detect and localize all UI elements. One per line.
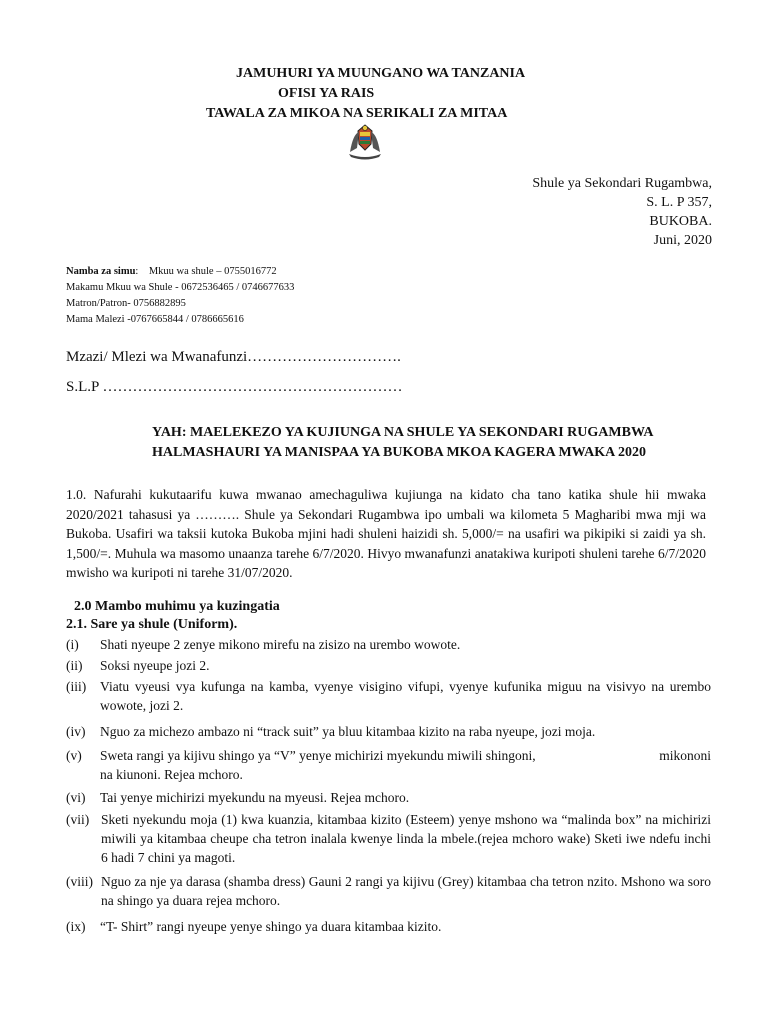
item-text-part-b: mikononi (659, 748, 711, 763)
item-number: (v) (66, 748, 82, 763)
list-item (66, 722, 711, 741)
subject-heading (152, 423, 654, 463)
list-item (66, 677, 711, 715)
list-item (66, 788, 711, 807)
item-text: Tai yenye michirizi myekundu na myeusi. Rejea mchoro. (100, 790, 410, 805)
contact-matron: Matron/Patron- 0756882895 (66, 298, 186, 309)
contact-numbers: Namba za simu: Mkuu wa shule – 0755016772 Makamu Mkuu wa Shule - 0672536465 / 0746677633 Matron/Patron- 0756882895 Mama Malezi -0767665844 / 0786665616 (66, 264, 294, 328)
list-item (66, 656, 711, 675)
item-text: Sketi nyekundu moja (1) kwa kuanzia, kitambaa kizito (Esteem) yenye mshono wa “malinda box” na michirizi miwili ya kitambaa cheupe cha tetron inalala kwenye linda la mbele.(rejea mchoro wake) Sketi iwe ndefu inchi 6 hadi 7 chini ya magoti. (101, 812, 711, 865)
subject-line-2: HALMASHAURI YA MANISPAA YA BUKOBA MKOA KAGERA MWAKA 2020 (152, 445, 646, 460)
item-number: (iv) (66, 724, 86, 739)
subject-line-1: YAH: MAELEKEZO YA KUJIUNGA NA SHULE YA SEKONDARI RUGAMBWA (152, 425, 654, 440)
address-town: BUKOBA. (649, 214, 712, 229)
coat-of-arms-icon (345, 122, 385, 160)
address-school: Shule ya Sekondari Rugambwa, (532, 176, 712, 191)
item-text: “T- Shirt” rangi nyeupe yenye shingo ya duara kitambaa kizito. (100, 919, 442, 934)
item-number: (vi) (66, 790, 86, 805)
address-date: Juni, 2020 (653, 233, 712, 248)
contact-head: Mkuu wa shule – 0755016772 (148, 266, 277, 277)
list-item (66, 810, 711, 867)
item-text: Nguo za nje ya darasa (shamba dress) Gauni 2 rangi ya kijivu (Grey) kitambaa cha tetron nzito. Mshono wa soro na shingo ya duara rejea mchoro. (101, 874, 711, 908)
item-number: (iii) (66, 679, 87, 694)
item-number: (i) (66, 637, 79, 652)
item-text: Nguo za michezo ambazo ni “track suit” ya bluu kitambaa kizito na raba nyeupe, jozi moja. (100, 724, 596, 739)
header-line-1: JAMUHURI YA MUUNGANO WA TANZANIA (236, 66, 526, 81)
section-heading-2-1: 2.1. Sare ya shule (Uniform). (66, 617, 238, 632)
item-number: (ix) (66, 919, 86, 934)
item-number: (viii) (66, 874, 93, 889)
item-text: Soksi nyeupe jozi 2. (100, 658, 210, 673)
list-item (66, 872, 711, 910)
list-item (66, 635, 711, 654)
item-number: (ii) (66, 658, 83, 673)
item-text: Viatu vyeusi vya kufunga na kamba, vyenye visigino vifupi, vyenye kufunika miguu na visivyo na urembo wowote, jozi 2. (100, 679, 711, 713)
list-item (66, 917, 711, 936)
recipient-address-line: S.L.P …………………………………………………… (66, 379, 403, 395)
item-text-part-a: Sweta rangi ya kijivu shingo ya “V” yenye michirizi myekundu miwili shingoni, (100, 748, 536, 763)
contact-deputy: Makamu Mkuu wa Shule - 0672536465 / 0746677633 (66, 282, 295, 293)
item-number: (vii) (66, 812, 90, 827)
header-line-3: TAWALA ZA MIKOA NA SERIKALI ZA MITAA (206, 106, 508, 121)
list-item (66, 746, 711, 784)
item-text-part-c: na kiunoni. Rejea mchoro. (100, 767, 243, 782)
item-text: Shati nyeupe 2 zenye mikono mirefu na zisizo na urembo wowote. (100, 637, 461, 652)
contacts-label: Namba za simu (66, 266, 136, 277)
address-box: S. L. P 357, (646, 195, 712, 210)
contact-mama: Mama Malezi -0767665844 / 0786665616 (66, 314, 244, 325)
header-line-2: OFISI YA RAIS (278, 86, 375, 101)
section-heading-2: 2.0 Mambo muhimu ya kuzingatia (74, 599, 280, 614)
school-address (532, 174, 712, 250)
intro-paragraph: 1.0. Nafurahi kukutaarifu kuwa mwanao amechaguliwa kujiunga na kidato cha tano katika shule hii mwaka 2020/2021 tahasusi ya ………. Shule ya Sekondari Rugambwa ipo umbali wa kilometa 5 Magharibi mwa mji wa Bukoba. Usafiri wa taksii kutoka Bukoba mjini hadi shuleni haizidi sh. 5,000/= na usafiri wa pikipiki si zaidi ya sh. 1,500/=. Muhula wa masomo unaanza tarehe 6/7/2020. Hivyo mwanafunzi anatakiwa kuripoti shuleni tarehe 6/7/2020 mwisho wa kuripoti ni tarehe 31/07/2020. (66, 487, 706, 580)
recipient-name-line: Mzazi/ Mlezi wa Mwanafunzi…………………………. (66, 349, 401, 365)
